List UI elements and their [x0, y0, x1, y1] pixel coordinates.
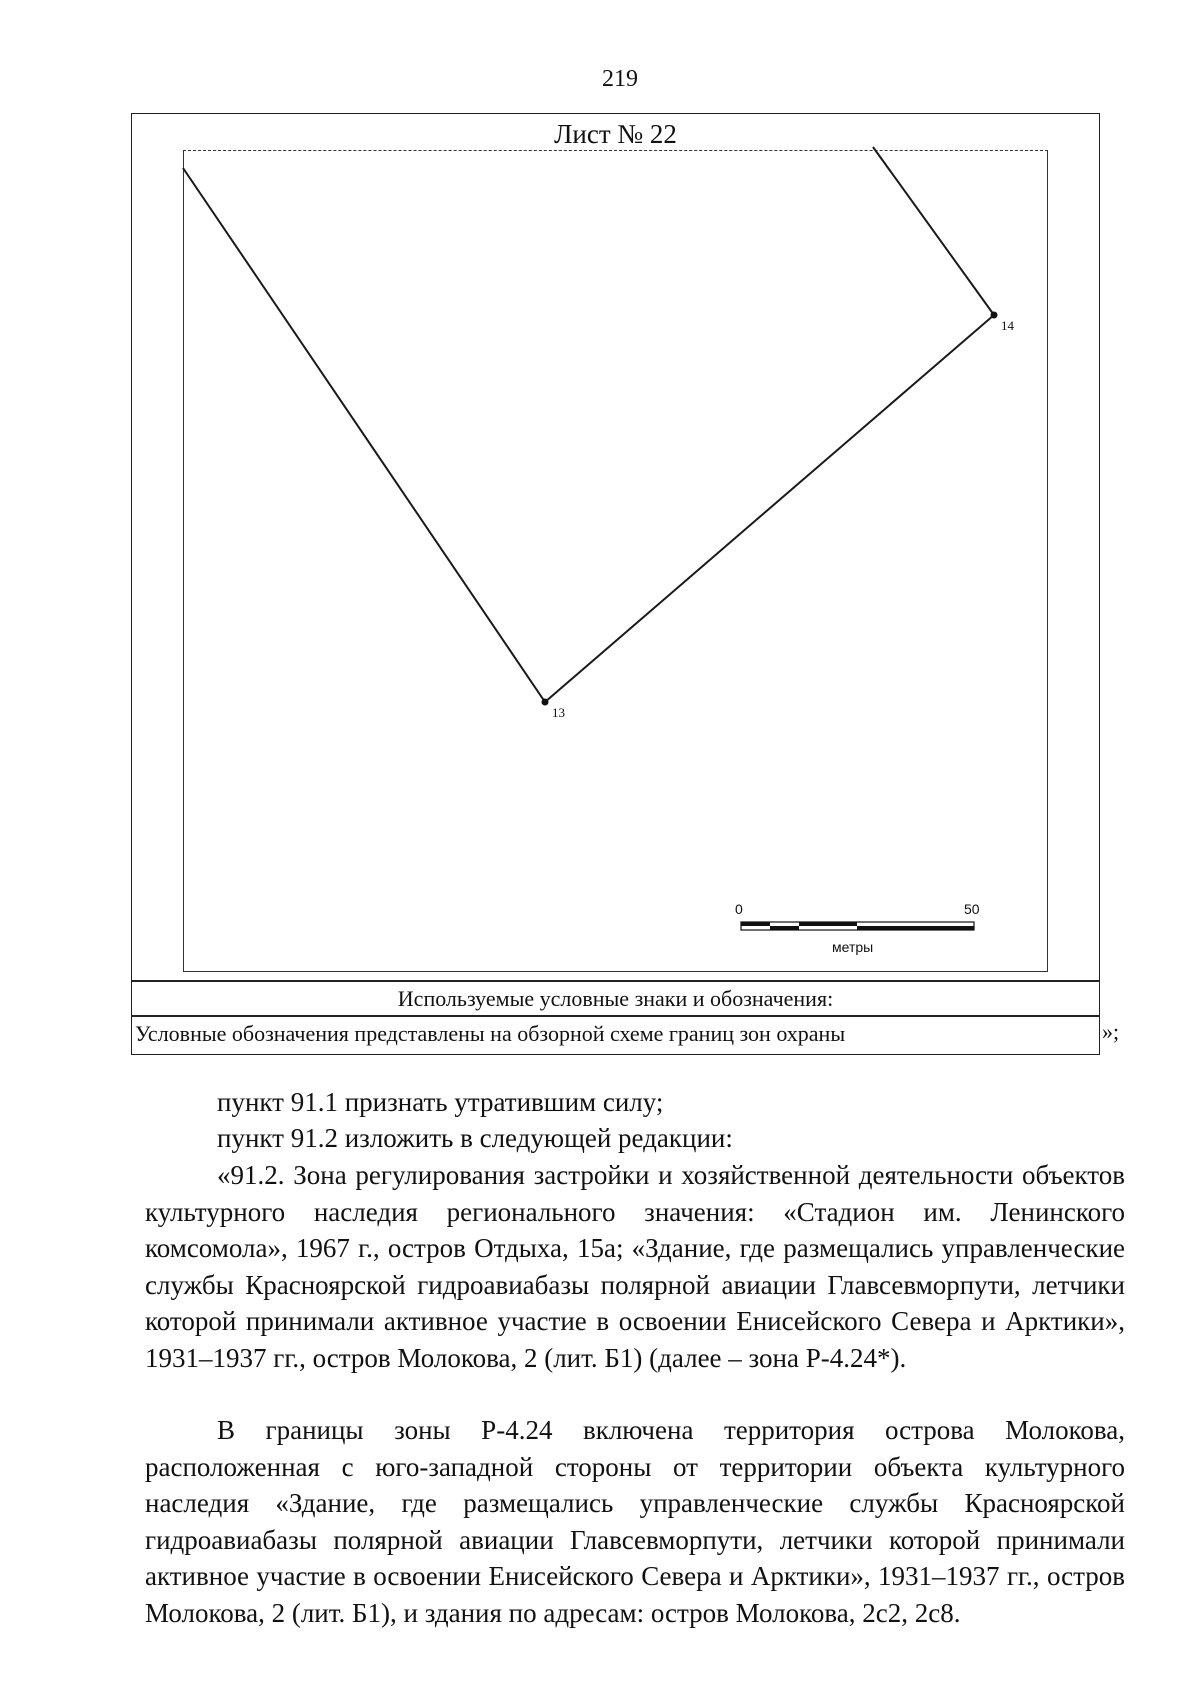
point-label-13: 13 [552, 705, 565, 720]
paragraph-2 [145, 1120, 1125, 1157]
scale-end-label: 50 [964, 901, 980, 917]
scale-unit-label: метры [832, 939, 874, 955]
zone-boundary-line [183, 147, 994, 702]
scale-bar [735, 901, 980, 955]
paragraph-1 [145, 1084, 1125, 1121]
paragraph-2-text: пункт 91.2 изложить в следующей редакции: [217, 1123, 733, 1153]
paragraph-4 [145, 1412, 1125, 1631]
boundary-point-13 [542, 699, 549, 706]
scale-start-label: 0 [735, 901, 743, 917]
legend-header: Используемые условные знаки и обозначения: [131, 981, 1100, 1017]
paragraph-3 [145, 1157, 1125, 1376]
paragraph-3-text: «91.2. Зона регулирования застройки и хозяйственной деятельности объектов культурного наследия регионального значения: «Стадион им. Ленинского комсомола», 1967 г., остров Отдыха, 15а; «Здание, где размещались управленческие службы Красноярской гидроавиабазы полярной авиации Главсевморпути, летчики которой принимали активное участие в освоении Енисейского Севера и Арктики», 1931–1937 гг., остров Молокова, 2 (лит. Б1) (далее – зона Р-4.24*). [145, 1160, 1125, 1373]
paragraph-1-text: пункт 91.1 признать утратившим силу; [217, 1087, 664, 1117]
paragraph-4-text: В границы зоны Р-4.24 включена территория острова Молокова, расположенная с юго-западной стороны от территории объекта культурного наследия «Здание, где размещались управленческие службы Красноярской гидроавиабазы полярной авиации Главсевморпути, летчики которой принимали активное участие в освоении Енисейского Севера и Арктики», 1931–1937 гг., остров Молокова, 2 (лит. Б1), и здания по адресам: остров Молокова, 2с2, 2с8. [145, 1415, 1125, 1628]
closing-quote-mark: »; [1102, 1019, 1120, 1044]
point-label-14: 14 [1001, 318, 1014, 333]
boundary-point-14 [991, 312, 998, 319]
legend-note: Условные обозначения представлены на обзорной схеме границ зон охраны [131, 1015, 1100, 1055]
sheet-title: Лист № 22 [554, 119, 677, 149]
page-number: 219 [602, 66, 638, 92]
